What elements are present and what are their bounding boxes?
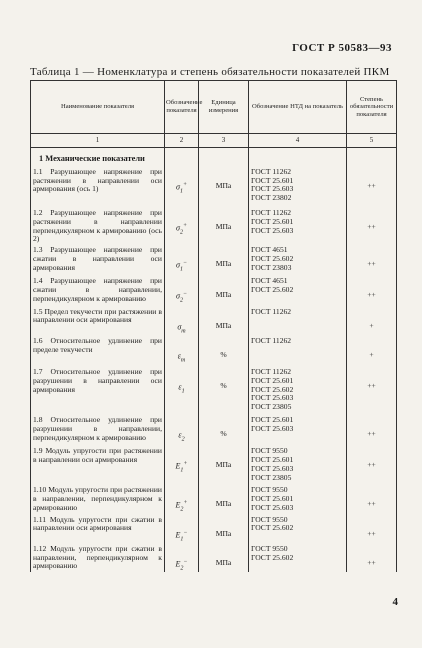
symbol-superscript: + [183, 461, 188, 468]
col-num-2: 2 [165, 134, 199, 148]
standard-reference: ГОСТ 23805 [251, 472, 292, 482]
obligation-degree: ++ [347, 412, 397, 443]
table-row [31, 514, 397, 543]
standard-list [249, 166, 347, 203]
standard-list [249, 543, 347, 572]
standard-reference: ГОСТ 25.602 [251, 384, 294, 394]
section-title: 1 Механические показатели [39, 154, 145, 163]
symbol-letter: ε [178, 382, 182, 392]
standard-list [249, 203, 347, 244]
unit-of-measure: МПа [199, 273, 249, 304]
symbol-superscript: − [183, 529, 188, 536]
unit-of-measure: МПа [199, 166, 249, 203]
obligation-degree: ++ [347, 443, 397, 482]
symbol-subscript: 1 [180, 535, 184, 542]
symbol-subscript: 1 [181, 388, 185, 395]
indicator-name: 1.10 Модуль упругости при растяжении в направлении, перпендикулярном к армированию [31, 482, 165, 513]
column-number-row [31, 134, 397, 148]
col-num-4: 4 [249, 134, 347, 148]
standard-reference: ГОСТ 9550 [251, 446, 288, 456]
symbol-subscript: т [181, 327, 186, 334]
indicator-name: 1.8 Относительное удлинение при разрушении в направлении, перпендикулярном к армированию [31, 412, 165, 443]
symbol-letter: σ [175, 182, 180, 192]
indicator-name: 1.2 Разрушающее напряжение при растяжении в направлении перпендикулярном к армированию (ось 2) [31, 203, 165, 244]
unit-of-measure: % [199, 335, 249, 364]
table-row [31, 412, 397, 443]
symbol-superscript: + [182, 222, 187, 229]
standard-list [249, 305, 347, 335]
symbol-letter: σ [177, 322, 182, 332]
symbol-letter: E [175, 559, 181, 569]
symbol-letter: ε [177, 351, 181, 361]
standard-reference: ГОСТ 25.602 [251, 523, 294, 533]
table-row [31, 166, 397, 203]
unit-of-measure: МПа [199, 203, 249, 244]
standard-reference: ГОСТ 25.603 [251, 463, 294, 473]
table-row [31, 273, 397, 304]
indicator-symbol [165, 514, 199, 543]
standard-reference: ГОСТ 9550 [251, 514, 288, 524]
indicator-symbol [165, 482, 199, 513]
obligation-degree: ++ [347, 514, 397, 543]
standard-list [249, 482, 347, 513]
standard-reference: ГОСТ 25.603 [251, 393, 294, 403]
symbol-superscript: + [183, 500, 188, 507]
indicator-symbol [165, 543, 199, 572]
standard-reference: ГОСТ 4651 [251, 276, 288, 286]
standard-reference: ГОСТ 25.601 [251, 375, 294, 385]
symbol-subscript: 1 [179, 188, 183, 195]
standard-header: ГОСТ Р 50583—93 [292, 42, 392, 54]
symbol-subscript: 2 [179, 229, 183, 236]
indicator-symbol [165, 203, 199, 244]
indicator-symbol [165, 305, 199, 335]
unit-of-measure: % [199, 364, 249, 412]
standard-list [249, 335, 347, 364]
standard-reference: ГОСТ 11262 [251, 335, 292, 345]
header-row [31, 81, 397, 134]
nomenclature-table [30, 80, 397, 572]
indicator-name: 1.9 Модуль упругости при растяжении в направлении оси армирования [31, 443, 165, 482]
standard-reference: ГОСТ 11262 [251, 306, 292, 316]
standard-reference: ГОСТ 11262 [251, 207, 292, 217]
symbol-letter: E [175, 501, 181, 511]
symbol-subscript: т [180, 357, 186, 364]
symbol-subscript: 2 [180, 565, 184, 572]
unit-of-measure: МПа [199, 443, 249, 482]
obligation-degree: ++ [347, 364, 397, 412]
standard-list [249, 443, 347, 482]
standard-reference: ГОСТ 23805 [251, 402, 292, 412]
col-header-standard: Обозначение НТД на показатель [249, 81, 347, 134]
indicator-name: 1.4 Разрушающее напряжение при сжатии в направлении, перпендикулярном к армированию [31, 273, 165, 304]
standard-reference: ГОСТ 9550 [251, 543, 288, 553]
table-caption: Таблица 1 — Номенклатура и степень обязательности показателей ПКМ [30, 66, 390, 78]
indicator-symbol [165, 335, 199, 364]
indicator-symbol [165, 412, 199, 443]
unit-of-measure: МПа [199, 543, 249, 572]
indicator-name: 1.11 Модуль упругости при сжатии в направлении оси армирования [31, 514, 165, 543]
col-num-1: 1 [31, 134, 165, 148]
col-num-5: 5 [347, 134, 397, 148]
symbol-subscript: 2 [181, 436, 185, 443]
standard-reference: ГОСТ 25.601 [251, 414, 294, 424]
table-row [31, 335, 397, 364]
standard-list [249, 273, 347, 304]
indicator-symbol [165, 273, 199, 304]
symbol-subscript: 1 [180, 467, 184, 474]
standard-reference: ГОСТ 23802 [251, 193, 292, 203]
standard-reference: ГОСТ 23803 [251, 262, 292, 272]
symbol-letter: E [175, 461, 181, 471]
indicator-name: 1.1 Разрушающее напряжение при растяжении в направлении оси армирования (ось 1) [31, 166, 165, 203]
standard-reference: ГОСТ 25.601 [251, 175, 294, 185]
unit-of-measure: МПа [199, 244, 249, 273]
standard-list [249, 364, 347, 412]
standard-reference: ГОСТ 9550 [251, 485, 288, 495]
table-row [31, 203, 397, 244]
col-num-3: 3 [199, 134, 249, 148]
symbol-superscript: − [182, 291, 187, 298]
standard-reference: ГОСТ 25.601 [251, 216, 294, 226]
col-header-symbol: Обозначение показателя [165, 81, 199, 134]
unit-of-measure: МПа [199, 482, 249, 513]
obligation-degree: ++ [347, 166, 397, 203]
indicator-name: 1.5 Предел текучести при растяжении в направлении оси армирования [31, 305, 165, 335]
table-row [31, 482, 397, 513]
obligation-degree: ++ [347, 203, 397, 244]
unit-of-measure: % [199, 412, 249, 443]
symbol-letter: σ [175, 223, 180, 233]
symbol-letter: σ [175, 292, 180, 302]
standard-list [249, 412, 347, 443]
unit-of-measure: МПа [199, 305, 249, 335]
symbol-subscript: 1 [179, 266, 183, 273]
obligation-degree: ++ [347, 273, 397, 304]
symbol-subscript: 2 [179, 297, 183, 304]
symbol-subscript: 2 [180, 506, 184, 513]
standard-reference: ГОСТ 25.603 [251, 502, 294, 512]
section-row [31, 148, 397, 166]
indicator-symbol [165, 443, 199, 482]
obligation-degree: + [347, 305, 397, 335]
table-row [31, 543, 397, 572]
indicator-symbol [165, 244, 199, 273]
table-row [31, 443, 397, 482]
standard-reference: ГОСТ 4651 [251, 245, 288, 255]
standard-list [249, 514, 347, 543]
standard-reference: ГОСТ 25.602 [251, 253, 294, 263]
unit-of-measure: МПа [199, 514, 249, 543]
indicator-symbol [165, 166, 199, 203]
indicator-name: 1.3 Разрушающее напряжение при сжатии в направлении оси армирования [31, 244, 165, 273]
obligation-degree: ++ [347, 543, 397, 572]
indicator-name: 1.12 Модуль упругости при сжатии в направлении, перпендикулярном к армированию [31, 543, 165, 572]
table-row [31, 364, 397, 412]
symbol-superscript: − [182, 260, 187, 267]
symbol-letter: ε [178, 430, 182, 440]
table-row [31, 244, 397, 273]
symbol-superscript: − [183, 558, 188, 565]
symbol-letter: E [175, 530, 181, 540]
col-header-degree: Степень обязательности показателя [347, 81, 397, 134]
standard-reference: ГОСТ 25.603 [251, 225, 294, 235]
page-number: 4 [392, 596, 398, 608]
obligation-degree: + [347, 335, 397, 364]
standard-reference: ГОСТ 25.603 [251, 184, 294, 194]
standard-reference: ГОСТ 25.602 [251, 285, 294, 295]
symbol-superscript: + [182, 181, 187, 188]
standard-reference: ГОСТ 25.601 [251, 494, 294, 504]
col-header-name: Наименование показателя [31, 81, 165, 134]
standard-reference: ГОСТ 25.603 [251, 423, 294, 433]
indicator-symbol [165, 364, 199, 412]
standard-list [249, 244, 347, 273]
obligation-degree: ++ [347, 482, 397, 513]
obligation-degree: ++ [347, 244, 397, 273]
standard-reference: ГОСТ 25.601 [251, 454, 294, 464]
symbol-letter: σ [175, 260, 180, 270]
table-row [31, 305, 397, 335]
standard-reference: ГОСТ 11262 [251, 366, 292, 376]
indicator-name: 1.7 Относительное удлинение при разрушении в направлении оси армирования [31, 364, 165, 412]
col-header-unit: Единица измерения [199, 81, 249, 134]
standard-reference: ГОСТ 25.602 [251, 552, 294, 562]
indicator-name: 1.6 Относительное удлинение при пределе текучести [31, 335, 165, 364]
standard-reference: ГОСТ 11262 [251, 166, 292, 176]
